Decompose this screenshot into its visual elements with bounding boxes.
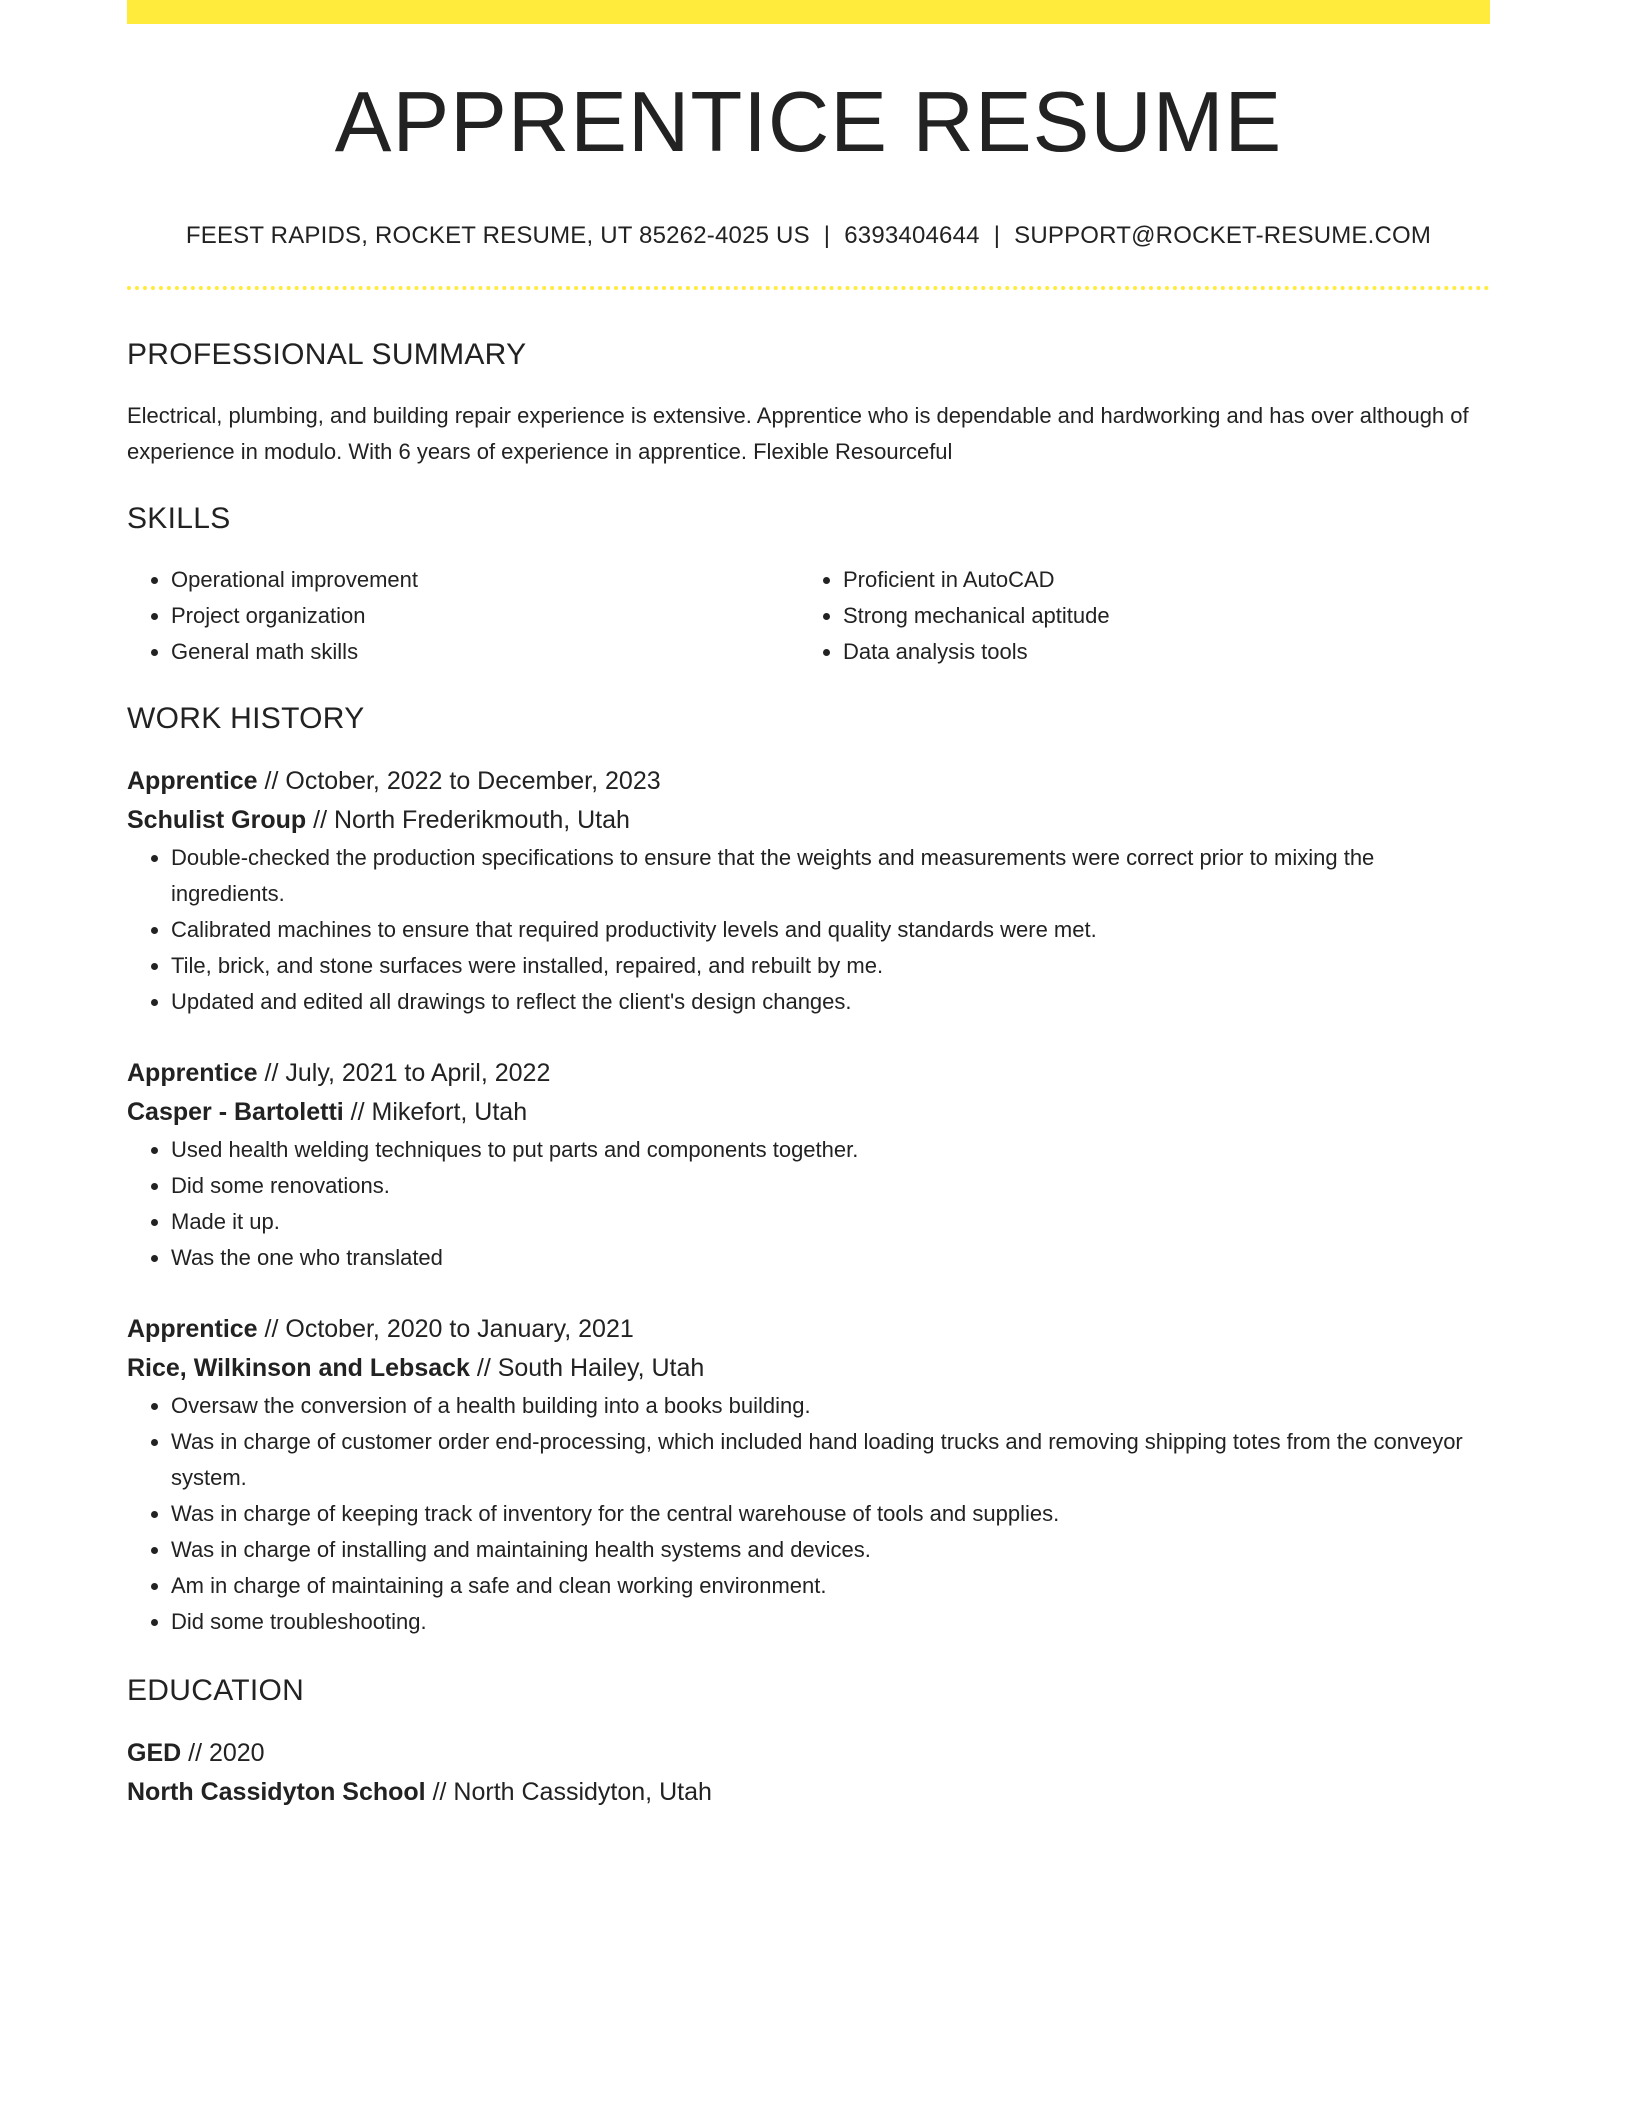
contact-separator: | — [993, 221, 1001, 249]
education-entry — [127, 1734, 1490, 1812]
education-heading: EDUCATION — [127, 1673, 305, 1707]
skill-item: • Operational improvement — [171, 562, 799, 598]
job-bullet: • Did some troubleshooting. — [171, 1604, 1490, 1640]
job-bullet: • Updated and edited all drawings to reflect the client's design changes. — [171, 984, 1490, 1020]
job-company: Casper - Bartoletti — [127, 1097, 344, 1126]
job-dates: // July, 2021 to April, 2022 — [257, 1058, 551, 1087]
job-entry — [127, 1054, 1490, 1276]
job-company-line — [127, 801, 1490, 840]
education-location: // North Cassidyton, Utah — [425, 1777, 712, 1806]
job-entry — [127, 762, 1490, 1020]
skills-column-left — [127, 562, 799, 670]
job-company-line — [127, 1349, 1490, 1388]
job-bullet: • Used health welding techniques to put parts and components together. — [171, 1132, 1490, 1168]
skills-list — [127, 562, 1490, 670]
top-accent-bar — [127, 0, 1490, 24]
work-history-heading: WORK HISTORY — [127, 701, 365, 735]
resume-title: APPRENTICE RESUME — [334, 75, 1283, 170]
job-company: Rice, Wilkinson and Lebsack — [127, 1353, 470, 1382]
job-bullet: • Did some renovations. — [171, 1168, 1490, 1204]
contact-line — [127, 222, 1490, 250]
education-degree-line — [127, 1734, 1490, 1773]
skill-item: • General math skills — [171, 634, 799, 670]
job-title: Apprentice — [127, 1058, 258, 1087]
education-school-line — [127, 1773, 1490, 1812]
job-dates: // October, 2022 to December, 2023 — [257, 766, 661, 795]
summary-text: Electrical, plumbing, and building repair experience is extensive. Apprentice who is dependable and hardworking and has over although of experience in modulo. With 6 years of experience in apprentice. Flexible Resourceful — [127, 402, 1469, 464]
job-bullets — [127, 1132, 1490, 1276]
job-bullet: • Oversaw the conversion of a health building into a books building. — [171, 1388, 1490, 1424]
contact-email: SUPPORT@ROCKET-RESUME.COM — [1014, 221, 1432, 249]
job-title-line — [127, 1054, 1490, 1093]
contact-phone: 6393404644 — [844, 221, 980, 249]
summary-heading: PROFESSIONAL SUMMARY — [127, 337, 527, 371]
education-year: // 2020 — [181, 1738, 265, 1767]
job-location: // South Hailey, Utah — [469, 1353, 705, 1382]
contact-address: FEEST RAPIDS, ROCKET RESUME, UT 85262-4025 US — [185, 221, 810, 249]
education-school: North Cassidyton School — [127, 1777, 426, 1806]
job-bullet: • Calibrated machines to ensure that required productivity levels and quality standards were met. — [171, 912, 1490, 948]
job-bullet: • Was in charge of installing and maintaining health systems and devices. — [171, 1532, 1490, 1568]
job-bullet: • Am in charge of maintaining a safe and clean working environment. — [171, 1568, 1490, 1604]
skills-heading: SKILLS — [127, 501, 231, 535]
job-title: Apprentice — [127, 766, 258, 795]
skill-item: • Proficient in AutoCAD — [843, 562, 1471, 598]
job-title-line — [127, 762, 1490, 801]
skills-column-right — [799, 562, 1471, 670]
job-bullet: • Was in charge of keeping track of inventory for the central warehouse of tools and supplies. — [171, 1496, 1490, 1532]
job-entry — [127, 1310, 1490, 1640]
job-company-line — [127, 1093, 1490, 1132]
job-title-line — [127, 1310, 1490, 1349]
job-bullets — [127, 1388, 1490, 1640]
job-bullet: • Was in charge of customer order end-processing, which included hand loading trucks and removing shipping totes from the conveyor system. — [171, 1424, 1490, 1496]
resume-page — [127, 0, 1490, 1812]
job-company: Schulist Group — [127, 805, 307, 834]
job-location: // Mikefort, Utah — [343, 1097, 528, 1126]
job-bullets — [127, 840, 1490, 1020]
job-title: Apprentice — [127, 1314, 258, 1343]
job-bullet: • Made it up. — [171, 1204, 1490, 1240]
job-location: // North Frederikmouth, Utah — [306, 805, 630, 834]
education-degree: GED — [127, 1738, 182, 1767]
skill-item: • Data analysis tools — [843, 634, 1471, 670]
job-bullet: • Tile, brick, and stone surfaces were installed, repaired, and rebuilt by me. — [171, 948, 1490, 984]
job-bullet: • Double-checked the production specifications to ensure that the weights and measurements were correct prior to mixing the ingredients. — [171, 840, 1490, 912]
skill-item: • Strong mechanical aptitude — [843, 598, 1471, 634]
job-dates: // October, 2020 to January, 2021 — [257, 1314, 634, 1343]
dotted-divider — [127, 286, 1490, 290]
job-bullet: • Was the one who translated — [171, 1240, 1490, 1276]
skill-item: • Project organization — [171, 598, 799, 634]
contact-separator: | — [823, 221, 831, 249]
